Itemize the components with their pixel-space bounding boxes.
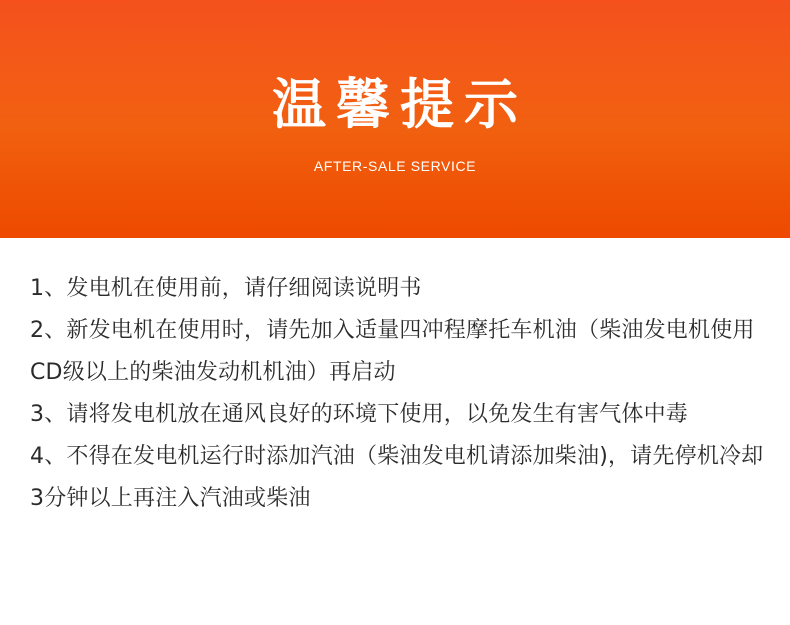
page-title: 温馨提示 <box>272 73 528 136</box>
notice-list <box>0 238 790 520</box>
list-item: 4、不得在发电机运行时添加汽油（柴油发电机请添加柴油)，请先停机冷却3分钟以上再注入汽油或柴油 <box>30 444 764 511</box>
list-item: 3、请将发电机放在通风良好的环境下使用，以免发生有害气体中毒 <box>30 402 688 427</box>
header-banner <box>0 0 790 238</box>
page-subtitle: AFTER-SALE SERVICE <box>313 158 477 174</box>
list-item: 1、发电机在使用前，请仔细阅读说明书 <box>30 276 422 301</box>
list-item: 2、新发电机在使用时，请先加入适量四冲程摩托车机油（柴油发电机使用CD级以上的柴油发动机机油）再启动 <box>30 318 755 385</box>
header-banner-content <box>0 0 790 238</box>
